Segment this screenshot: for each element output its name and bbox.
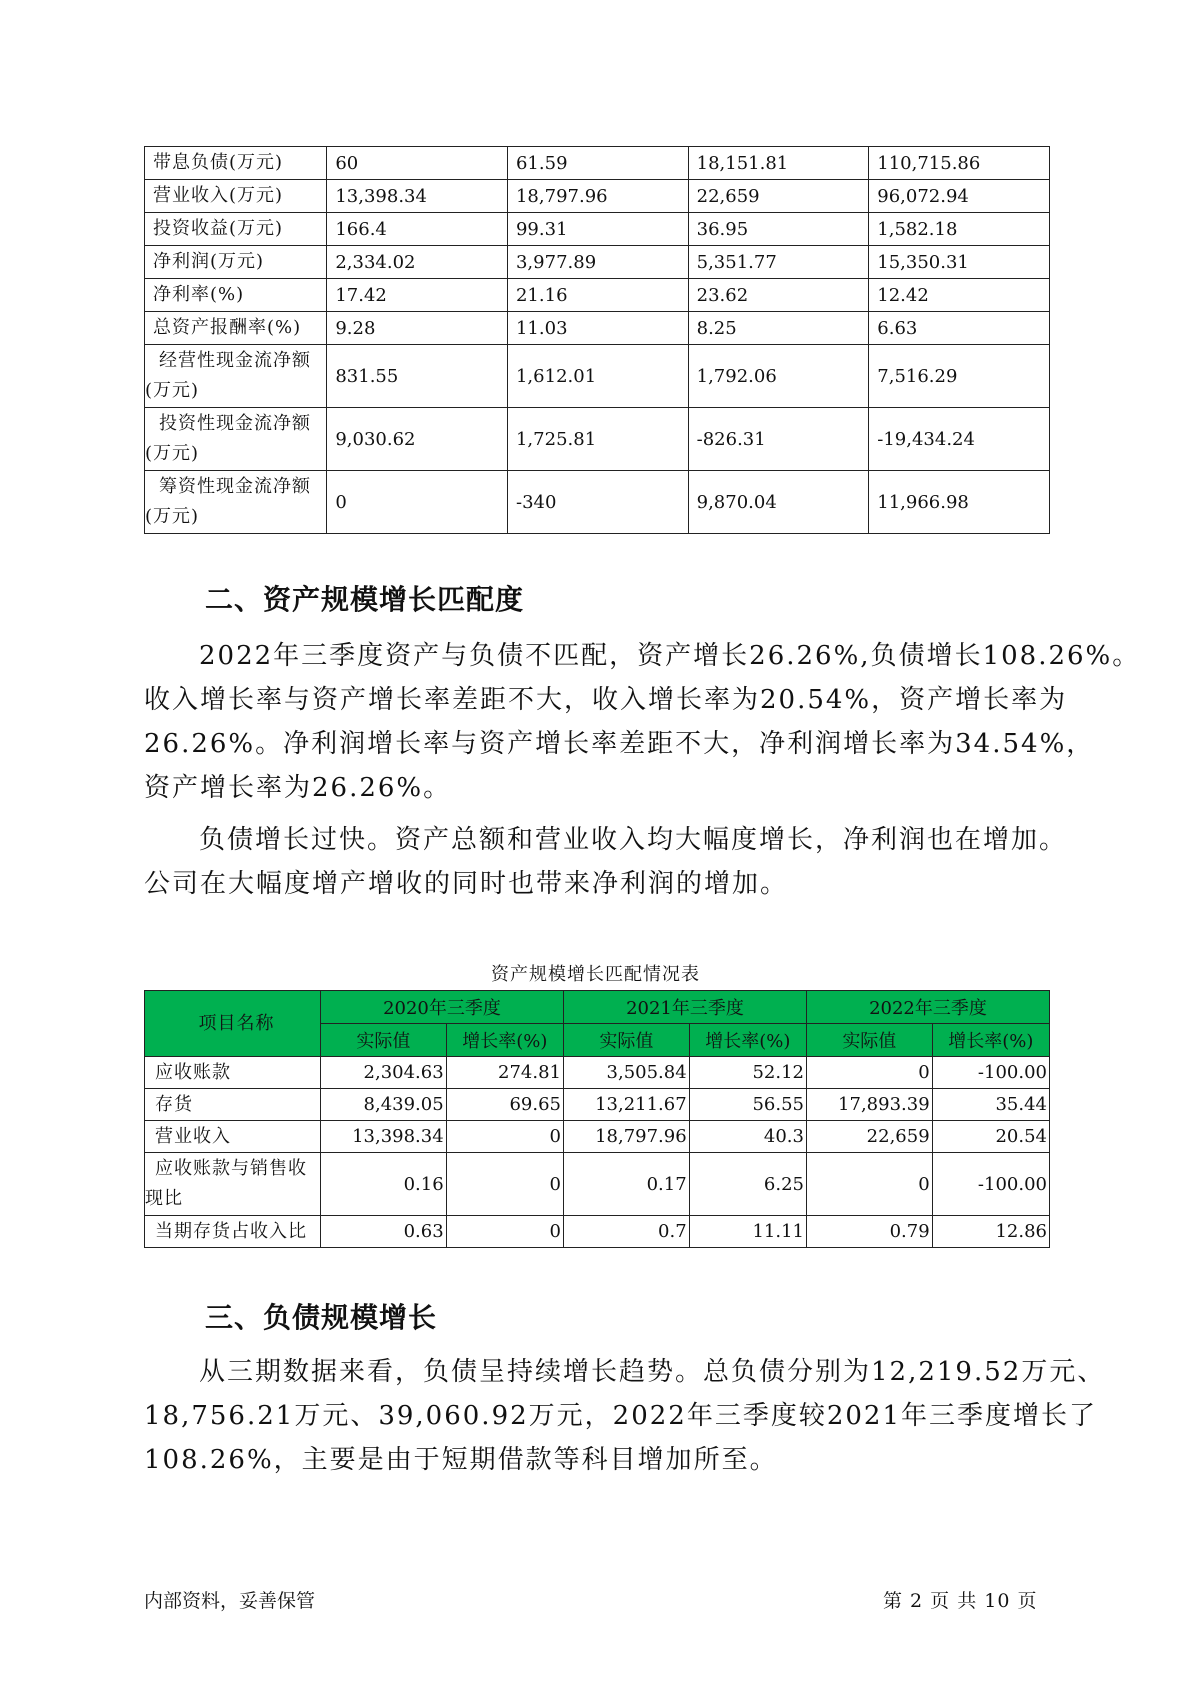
row-label: 营业收入 bbox=[145, 1121, 321, 1153]
table-row bbox=[145, 345, 1050, 408]
row-label-line: 现比 bbox=[145, 1188, 183, 1209]
table-row bbox=[145, 279, 1050, 312]
table-cell: 1,792.06 bbox=[688, 345, 869, 408]
row-label bbox=[145, 1153, 321, 1216]
table-cell: 36.95 bbox=[688, 213, 869, 246]
header-cell: 增长率(%) bbox=[446, 1024, 563, 1057]
table-cell: 11.11 bbox=[689, 1216, 806, 1248]
table-cell: 21.16 bbox=[507, 279, 688, 312]
table-cell: 7,516.29 bbox=[869, 345, 1050, 408]
header-cell: 2020年三季度 bbox=[321, 991, 564, 1024]
table-cell: 12.42 bbox=[869, 279, 1050, 312]
table-cell: 9.28 bbox=[327, 312, 508, 345]
table-row bbox=[145, 1216, 1050, 1248]
header-cell: 增长率(%) bbox=[932, 1024, 1049, 1057]
table-cell: 11,966.98 bbox=[869, 471, 1050, 534]
paragraph-line: 公司在大幅度增产增收的同时也带来净利润的增加。 bbox=[144, 869, 789, 899]
row-label bbox=[145, 345, 327, 408]
table-cell: 11.03 bbox=[507, 312, 688, 345]
table-cell: 0.7 bbox=[563, 1216, 689, 1248]
table-cell: 166.4 bbox=[327, 213, 508, 246]
paragraph-line: 26.26%。净利润增长率与资产增长率差距不大，净利润增长率为34.54%， bbox=[144, 729, 1095, 759]
table-cell: 35.44 bbox=[932, 1089, 1049, 1121]
row-label-line: 经营性现金流净额 bbox=[159, 350, 311, 371]
row-label-line: 投资性现金流净额 bbox=[159, 413, 311, 434]
table-cell: 13,398.34 bbox=[327, 180, 508, 213]
table-cell: 18,151.81 bbox=[688, 147, 869, 180]
row-label-line: 筹资性现金流净额 bbox=[159, 476, 311, 497]
table-cell: 99.31 bbox=[507, 213, 688, 246]
table-row bbox=[145, 1089, 1050, 1121]
row-label: 存货 bbox=[145, 1089, 321, 1121]
table-cell: 0.17 bbox=[563, 1153, 689, 1216]
table-cell: 13,211.67 bbox=[563, 1089, 689, 1121]
header-cell: 2022年三季度 bbox=[806, 991, 1049, 1024]
table-row bbox=[145, 246, 1050, 279]
table-row bbox=[145, 1057, 1050, 1089]
table-cell: 13,398.34 bbox=[321, 1121, 447, 1153]
header-cell: 实际值 bbox=[806, 1024, 932, 1057]
table-cell: 18,797.96 bbox=[563, 1121, 689, 1153]
table-cell: 96,072.94 bbox=[869, 180, 1050, 213]
table-cell: 0 bbox=[806, 1153, 932, 1216]
table-cell: 0 bbox=[446, 1153, 563, 1216]
table-cell: -19,434.24 bbox=[869, 408, 1050, 471]
table-cell: 3,977.89 bbox=[507, 246, 688, 279]
table-cell: 8,439.05 bbox=[321, 1089, 447, 1121]
financial-summary-table bbox=[144, 146, 1050, 534]
row-label: 当期存货占收入比 bbox=[145, 1216, 321, 1248]
paragraph-line: 108.26%，主要是由于短期借款等科目增加所至。 bbox=[144, 1445, 778, 1475]
row-label-line: 应收账款与销售收 bbox=[155, 1158, 307, 1179]
section-heading: 三、负债规模增长 bbox=[205, 1301, 438, 1334]
row-label-line: (万元) bbox=[145, 506, 200, 527]
row-label bbox=[145, 408, 327, 471]
table-cell: 274.81 bbox=[446, 1057, 563, 1089]
table-cell: 6.25 bbox=[689, 1153, 806, 1216]
table-cell: 9,870.04 bbox=[688, 471, 869, 534]
table-cell: 3,505.84 bbox=[563, 1057, 689, 1089]
table-cell: 0 bbox=[327, 471, 508, 534]
table-cell: 8.25 bbox=[688, 312, 869, 345]
header-cell: 实际值 bbox=[563, 1024, 689, 1057]
table-cell: -340 bbox=[507, 471, 688, 534]
paragraph-line: 2022年三季度资产与负债不匹配，资产增长26.26%,负债增长108.26%。 bbox=[199, 641, 1141, 671]
table-row bbox=[145, 147, 1050, 180]
table-cell: 0 bbox=[446, 1121, 563, 1153]
footer-page-number: 第 2 页 共 10 页 bbox=[883, 1590, 1038, 1612]
paragraph-line: 资产增长率为26.26%。 bbox=[144, 773, 452, 803]
table-row bbox=[145, 471, 1050, 534]
row-label bbox=[145, 471, 327, 534]
table-caption: 资产规模增长匹配情况表 bbox=[491, 964, 700, 985]
row-label: 应收账款 bbox=[145, 1057, 321, 1089]
table-cell: 20.54 bbox=[932, 1121, 1049, 1153]
asset-growth-match-table bbox=[144, 990, 1050, 1248]
table-cell: 18,797.96 bbox=[507, 180, 688, 213]
table-cell: -100.00 bbox=[932, 1153, 1049, 1216]
paragraph-line: 18,756.21万元、39,060.92万元，2022年三季度较2021年三季度增长了 bbox=[144, 1401, 1097, 1431]
table-cell: 5,351.77 bbox=[688, 246, 869, 279]
table-cell: 12.86 bbox=[932, 1216, 1049, 1248]
table-cell: -826.31 bbox=[688, 408, 869, 471]
table-cell: 15,350.31 bbox=[869, 246, 1050, 279]
table-row bbox=[145, 408, 1050, 471]
body-paragraph bbox=[144, 818, 1074, 906]
paragraph-line: 收入增长率与资产增长率差距不大，收入增长率为20.54%，资产增长率为 bbox=[144, 685, 1068, 715]
row-label: 带息负债(万元) bbox=[145, 147, 327, 180]
table-cell: 1,725.81 bbox=[507, 408, 688, 471]
table-cell: 0 bbox=[446, 1216, 563, 1248]
table-cell: -100.00 bbox=[932, 1057, 1049, 1089]
row-label-line: (万元) bbox=[145, 380, 200, 401]
header-cell: 增长率(%) bbox=[689, 1024, 806, 1057]
table-cell: 2,334.02 bbox=[327, 246, 508, 279]
table-cell: 1,612.01 bbox=[507, 345, 688, 408]
table-cell: 56.55 bbox=[689, 1089, 806, 1121]
table-cell: 17.42 bbox=[327, 279, 508, 312]
table-cell: 831.55 bbox=[327, 345, 508, 408]
table-cell: 69.65 bbox=[446, 1089, 563, 1121]
table-cell: 22,659 bbox=[806, 1121, 932, 1153]
table-cell: 23.62 bbox=[688, 279, 869, 312]
header-cell: 实际值 bbox=[321, 1024, 447, 1057]
table-row bbox=[145, 312, 1050, 345]
table-cell: 6.63 bbox=[869, 312, 1050, 345]
table-cell: 17,893.39 bbox=[806, 1089, 932, 1121]
table-cell: 9,030.62 bbox=[327, 408, 508, 471]
table-cell: 61.59 bbox=[507, 147, 688, 180]
row-label-line: (万元) bbox=[145, 443, 200, 464]
section-heading: 二、资产规模增长匹配度 bbox=[205, 583, 525, 616]
table-row bbox=[145, 1121, 1050, 1153]
row-label: 营业收入(万元) bbox=[145, 180, 327, 213]
table-header-row bbox=[145, 991, 1050, 1024]
paragraph-line: 从三期数据来看，负债呈持续增长趋势。总负债分别为12,219.52万元、 bbox=[199, 1357, 1106, 1387]
table-cell: 0.16 bbox=[321, 1153, 447, 1216]
table-cell: 0 bbox=[806, 1057, 932, 1089]
table-cell: 2,304.63 bbox=[321, 1057, 447, 1089]
table-cell: 110,715.86 bbox=[869, 147, 1050, 180]
row-label: 投资收益(万元) bbox=[145, 213, 327, 246]
table-cell: 60 bbox=[327, 147, 508, 180]
table-row bbox=[145, 180, 1050, 213]
table-cell: 0.79 bbox=[806, 1216, 932, 1248]
table-cell: 0.63 bbox=[321, 1216, 447, 1248]
table-cell: 40.3 bbox=[689, 1121, 806, 1153]
header-cell: 2021年三季度 bbox=[563, 991, 806, 1024]
paragraph-line: 负债增长过快。资产总额和营业收入均大幅度增长，净利润也在增加。 bbox=[199, 825, 1068, 855]
table-cell: 22,659 bbox=[688, 180, 869, 213]
header-cell: 项目名称 bbox=[145, 991, 321, 1057]
row-label: 总资产报酬率(%) bbox=[145, 312, 327, 345]
table-row bbox=[145, 1153, 1050, 1216]
footer-confidential-note: 内部资料，妥善保管 bbox=[144, 1590, 316, 1612]
table-row bbox=[145, 213, 1050, 246]
row-label: 净利润(万元) bbox=[145, 246, 327, 279]
body-paragraph bbox=[144, 634, 1141, 810]
table-cell: 52.12 bbox=[689, 1057, 806, 1089]
body-paragraph bbox=[144, 1350, 1106, 1482]
table-cell: 1,582.18 bbox=[869, 213, 1050, 246]
row-label: 净利率(%) bbox=[145, 279, 327, 312]
